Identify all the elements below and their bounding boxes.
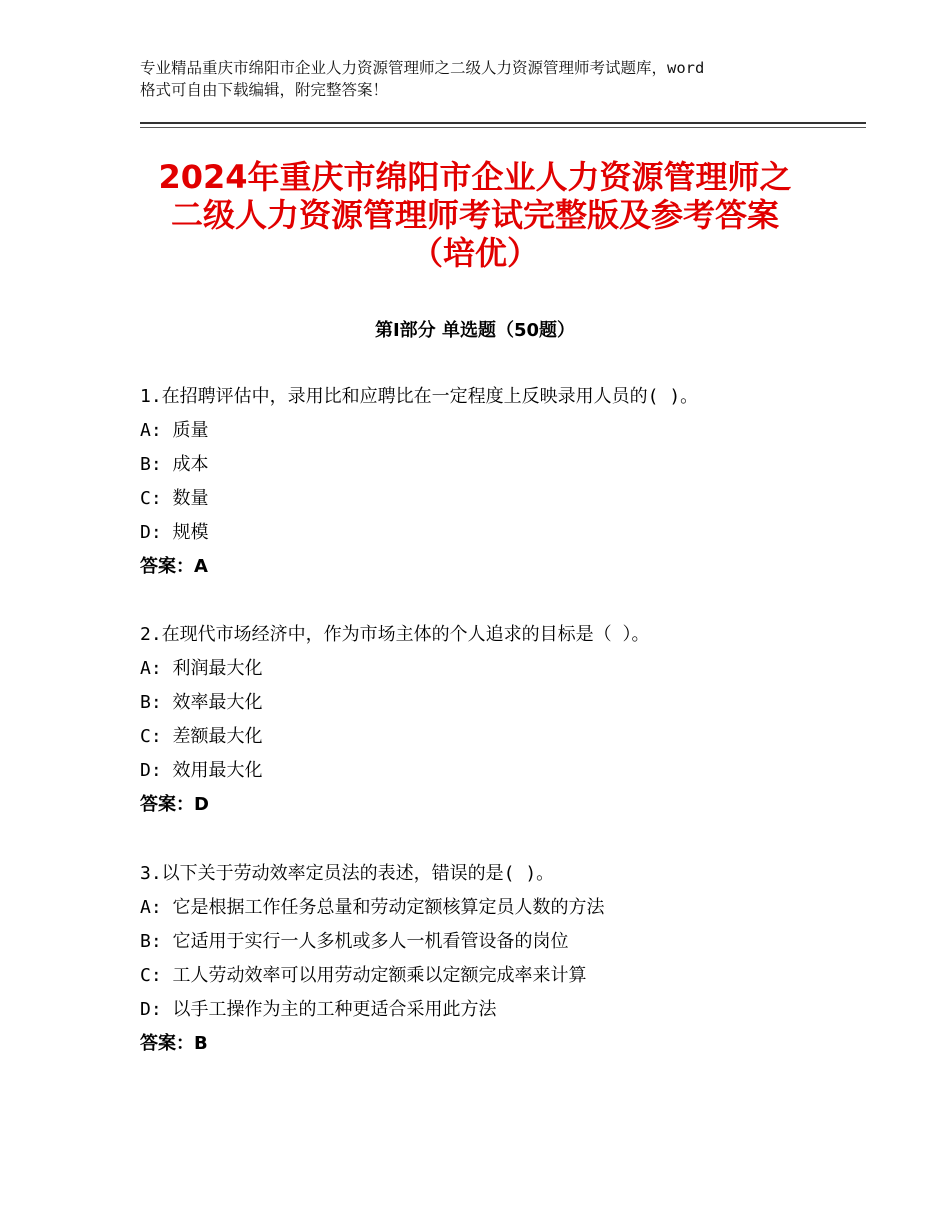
option-b: B: 效率最大化 <box>140 692 263 713</box>
header-note <box>140 57 840 101</box>
header-note-line-2: 格式可自由下载编辑，附完整答案！ <box>140 81 389 99</box>
option-b: B: 它适用于实行一人多机或多人一机看管设备的岗位 <box>140 931 569 952</box>
title-line-3: （培优） <box>410 234 539 272</box>
question-text: 2.在现代市场经济中，作为市场主体的个人追求的目标是（ ）。 <box>140 624 650 645</box>
question-3 <box>140 857 860 1061</box>
document-title <box>100 158 850 272</box>
option-d: D: 效用最大化 <box>140 760 263 781</box>
question-2 <box>140 618 860 822</box>
header-divider-thin <box>140 127 866 128</box>
answer-line: 答案：D <box>140 794 209 815</box>
option-a: A: 利润最大化 <box>140 658 263 679</box>
option-d: D: 以手工操作为主的工种更适合采用此方法 <box>140 999 497 1020</box>
option-a: A: 质量 <box>140 420 209 441</box>
question-1 <box>140 380 860 584</box>
header-divider-thick <box>140 122 866 124</box>
title-line-2: 二级人力资源管理师考试完整版及参考答案 <box>170 196 779 234</box>
option-a: A: 它是根据工作任务总量和劳动定额核算定员人数的方法 <box>140 897 605 918</box>
answer-line: 答案：B <box>140 1033 208 1054</box>
section-heading: 第Ⅰ部分 单选题（50题） <box>374 320 575 341</box>
question-text: 3.以下关于劳动效率定员法的表述，错误的是( )。 <box>140 863 555 884</box>
answer-line: 答案：A <box>140 556 208 577</box>
question-text: 1.在招聘评估中，录用比和应聘比在一定程度上反映录用人员的( )。 <box>140 386 699 407</box>
title-line-1: 2024年重庆市绵阳市企业人力资源管理师之 <box>158 158 792 196</box>
option-c: C: 工人劳动效率可以用劳动定额乘以定额完成率来计算 <box>140 965 587 986</box>
option-c: C: 差额最大化 <box>140 726 263 747</box>
option-c: C: 数量 <box>140 488 209 509</box>
option-d: D: 规模 <box>140 522 209 543</box>
header-note-line-1: 专业精品重庆市绵阳市企业人力资源管理师之二级人力资源管理师考试题库，word <box>140 59 705 77</box>
option-b: B: 成本 <box>140 454 209 475</box>
